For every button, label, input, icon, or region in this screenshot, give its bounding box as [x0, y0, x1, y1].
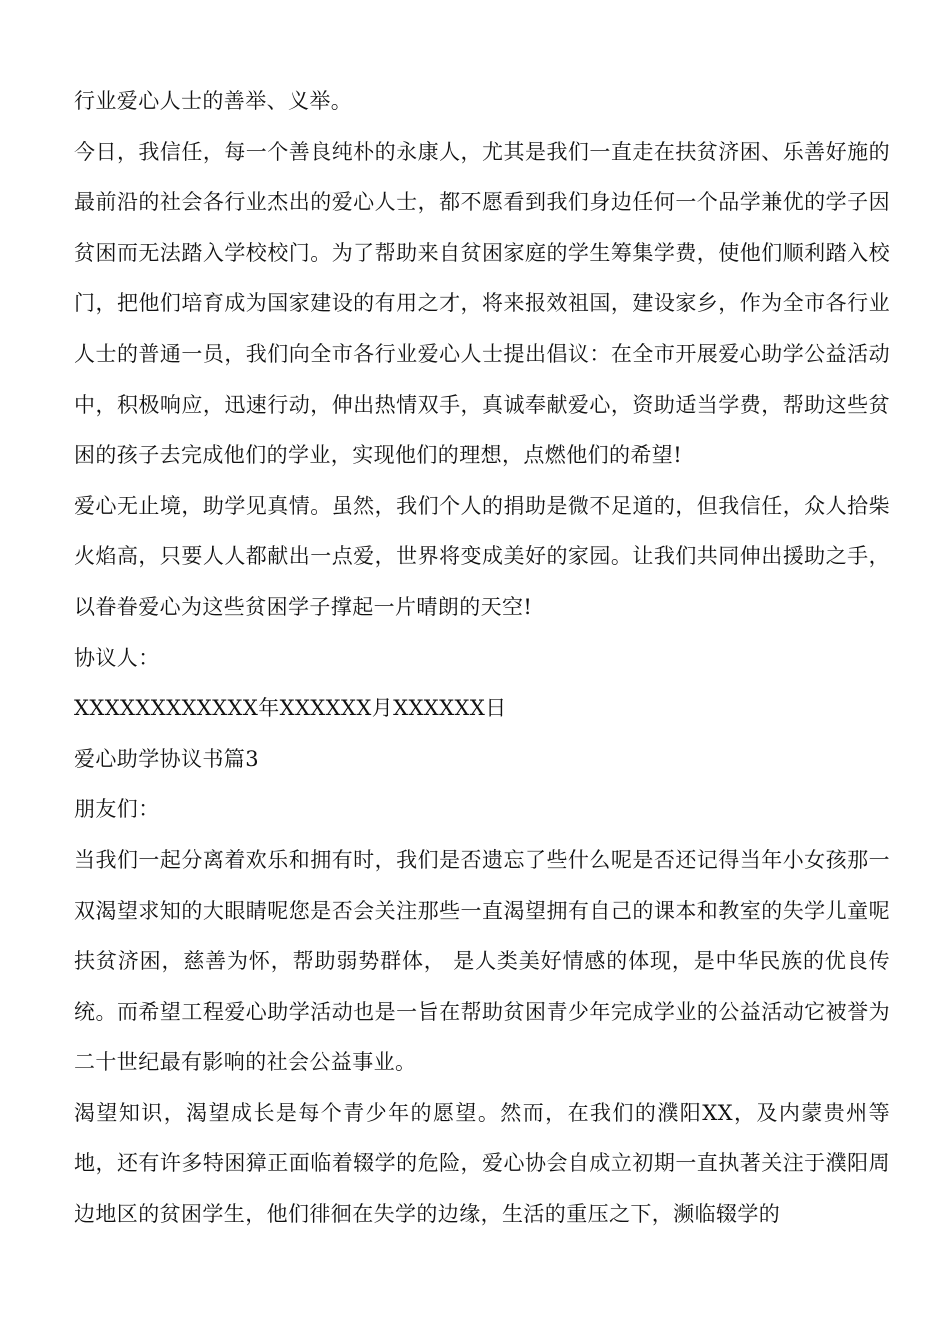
paragraph-1: 行业爱心人士的善举、义举。 [74, 89, 353, 113]
paragraph-5: 渴望知识，渴望成长是每个青少年的愿望。然而，在我们的濮阳XX，及内蒙贵州等地，还有许多特困獐正面临着辍学的危险，爱心协会自成立初期一直执著关注于濮阳周边地区的贫困学生，他们徘徊在失学的边缘，生活的重压之下，濒临辍学的 [74, 1100, 890, 1227]
section-title: 爱心助学协议书篇3 [74, 746, 259, 771]
salutation: 朋友们： [74, 797, 160, 822]
signatory-label: 协议人： [74, 645, 160, 670]
paragraph-2: 今日，我信任，每一个善良纯朴的永康人，尤其是我们一直走在扶贫济困、乐善好施的最前沿的社会各行业杰出的爱心人士，都不愿看到我们身边任何一个品学兼优的学子因贫困而无法踏入学校校门。为了帮助来自贫困家庭的学生筹集学费，使他们顺利踏入校门，把他们培育成为国家建设的有用之才，将来报效祖国，建设家乡，作为全市各行业人士的普通一员，我们向全市各行业爱心人士提出倡议：在全市开展爱心助学公益活动中，积极响应，迅速行动，伸出热情双手，真诚奉献爱心，资助适当学费，帮助这些贫困的孩子去完成他们的学业，实现他们的理想，点燃他们的希望! [74, 139, 890, 468]
date-line: XXXXXXXXXXXX年XXXXXX月XXXXXX日 [74, 696, 507, 721]
paragraph-4: 当我们一起分离着欢乐和拥有时，我们是否遗忘了些什么呢是否还记得当年小女孩那一双渴望求知的大眼睛呢您是否会关注那些一直渴望拥有自己的课本和教室的失学儿童呢扶贫济困，慈善为怀，帮助弱势群体， 是人类美好情感的体现，是中华民族的优良传统。而希望工程爱心助学活动也是一旨在帮助贫困青少年完成学业的公益活动它被誉为二十世纪最有影响的社会公益事业。 [74, 847, 890, 1075]
paragraph-3: 爱心无止境，助学见真情。虽然，我们个人的捐助是微不足道的，但我信任，众人拾柴火焰高，只要人人都献出一点爱，世界将变成美好的家园。让我们共同伸出援助之手，以眷眷爱心为这些贫困学子撑起一片晴朗的天空! [74, 493, 890, 619]
